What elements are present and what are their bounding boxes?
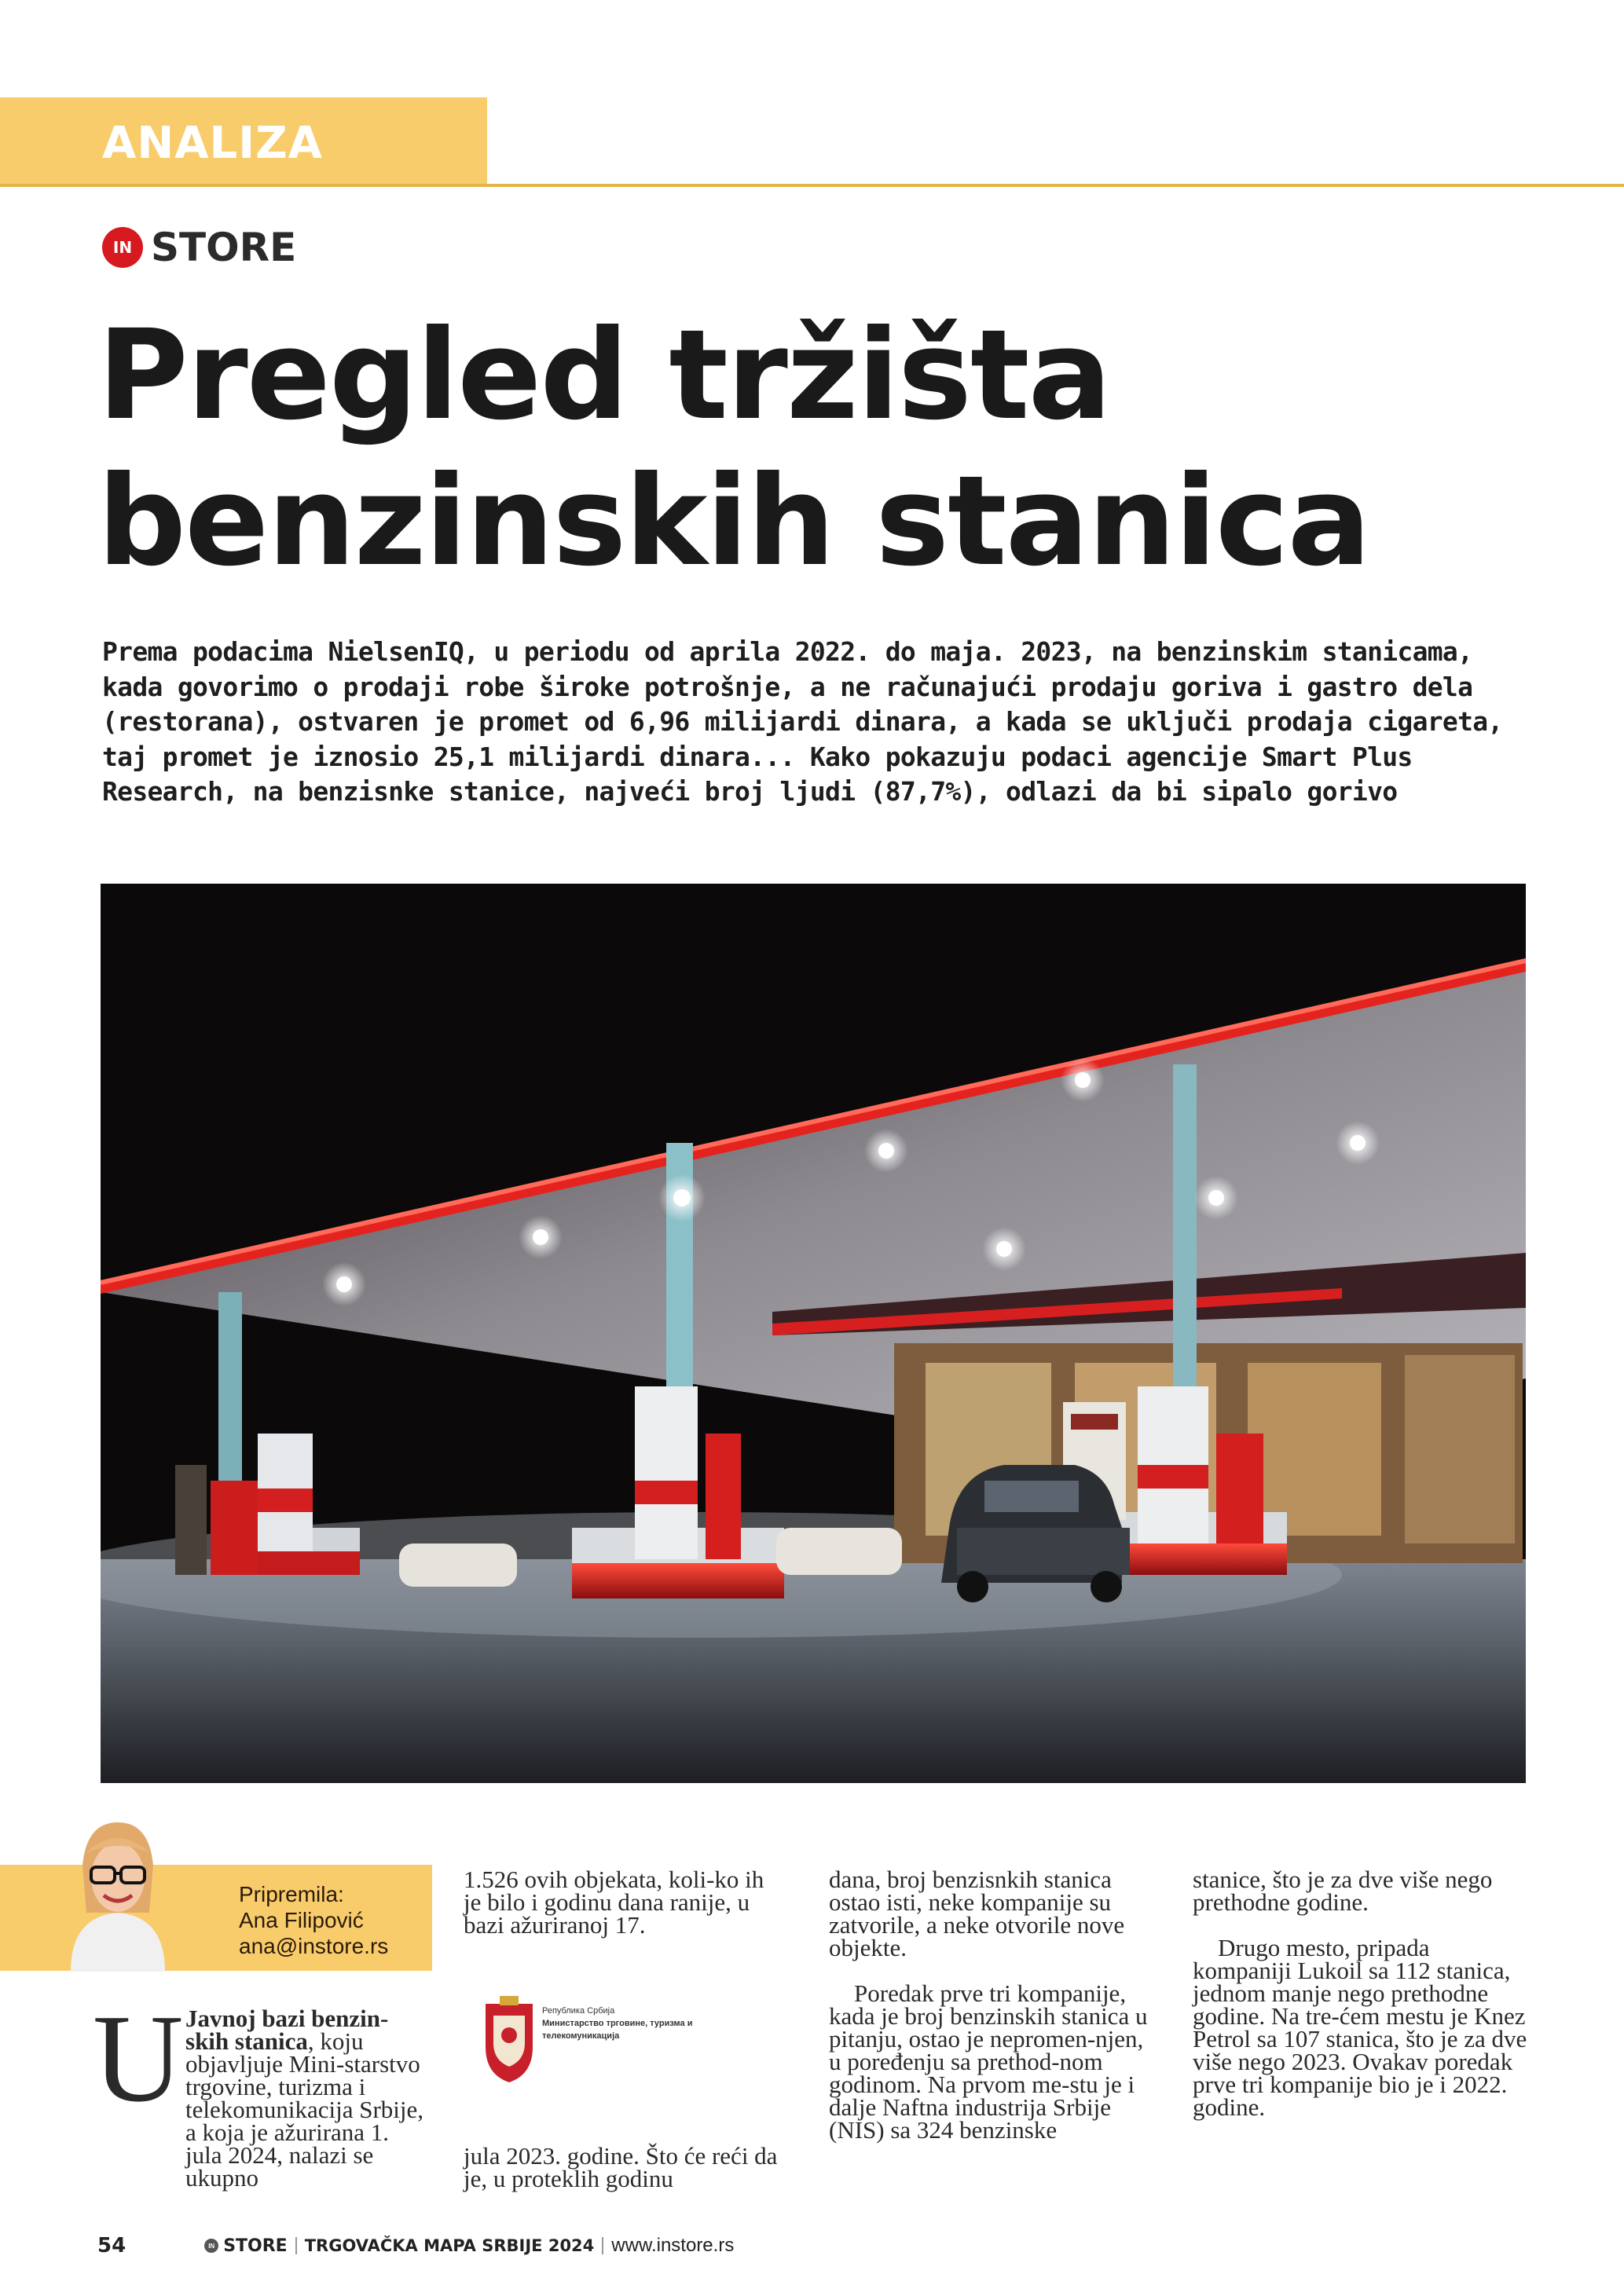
body-col3-p2: Poredak prve tri kompanije, kada je broj benzinskih stanica u pitanju, ostao je nepromen-njen, u poređenju sa prethod-nom godinom. Na prvom me-stu je i dalje Naftna industrija Srbije (NIS) sa 324 benzinske: [829, 1979, 1148, 2144]
ministry-logo-text: [542, 2005, 699, 2042]
body-col1-text: , koju objavljuje Mini-starstvo trgovine, turizma i telekomunikacija Srbije, a koja je ažurirana 1. jula 2024, nalazi se ukupno: [185, 2027, 424, 2192]
author-name: Ana Filipović: [239, 1908, 364, 1932]
ministry-line1: Република Србија: [542, 2006, 615, 2016]
author-portrait-icon: [63, 1818, 173, 1972]
body-col3-p1: dana, broj benzisnkih stanica ostao isti, neke kompanije su zatvorile, a neke otvorile nove objekte.: [829, 1866, 1125, 1961]
section-rule: [0, 184, 1624, 187]
article-title-line1: Pregled tržišta: [97, 303, 1111, 448]
drop-cap: U: [93, 1988, 184, 2128]
brand-logo-word: STORE: [151, 225, 297, 270]
footer-publication: TRGOVAČKA MAPA SRBIJE 2024: [304, 2236, 595, 2255]
brand-logo-icon: IN: [102, 227, 143, 268]
body-column-2-bottom: [464, 2144, 786, 2190]
footer-website-link[interactable]: www.instore.rs: [611, 2235, 735, 2256]
footer-logo-icon: IN: [204, 2239, 218, 2253]
author-email[interactable]: ana@instore.rs: [239, 1934, 389, 1958]
ministry-line2: Министарство трговине, туризма и телекомуникација: [542, 2019, 693, 2041]
body-column-2: [464, 1866, 786, 1939]
author-label: Pripremila:: [239, 1882, 344, 1906]
article-lead: Prema podacima NielsenIQ, u periodu od aprila 2022. do maja. 2023, na benzinskim stanicama, kada govorimo o prodaji robe široke potrošnje, a ne računajući prodaju goriva i gastro dela (restorana), ostvaren je promet od 6,96 milijardi dinara, a kada se uključi prodaja cigareta, taj promet je iznosio 25,1 milijardi dinara... Kako pokazuju podaci agencije Smart Plus Research, na benzisnke stanice, najveći broj ljudi (87,7%), odlazi da bi sipalo gorivo: [102, 636, 1503, 807]
gas-station-illustration: [101, 884, 1526, 1783]
article-title: [97, 302, 1559, 595]
page-footer: [97, 2234, 734, 2258]
footer-separator: [295, 2237, 297, 2254]
body-column-4: [1193, 1866, 1531, 2121]
body-col1-bold: Javnoj bazi benzin-skih stanica: [185, 2005, 389, 2055]
author-credit: [239, 1881, 388, 1959]
footer-separator: [602, 2237, 603, 2254]
hero-photo: [101, 884, 1526, 1783]
section-tag: ANALIZA: [102, 118, 324, 169]
author-photo: [63, 1818, 173, 1972]
body-col4-p2: Drugo mesto, pripada kompaniji Lukoil sa 112 stanica, jednom manje nego prethodne godine. Na tre-ćem mestu je Knez Petrol sa 107 stanica, što je za dve više nego 2023. Ovakav poredak prve tri kompanije bio je i 2022. godine.: [1193, 1934, 1527, 2121]
article-title-line2: benzinskih stanica: [97, 449, 1370, 594]
body-column-3: [829, 1866, 1159, 2144]
footer-logo-word: STORE: [223, 2236, 288, 2256]
brand-logo: [102, 224, 296, 271]
body-col2-bottom: jula 2023. godine. Što će reći da je, u proteklih godinu: [464, 2142, 778, 2192]
body-col2-top: 1.526 ovih objekata, koli-ko ih je bilo i godinu dana ranije, u bazi ažuriranoj 17.: [464, 1866, 764, 1939]
body-col4-p1: stanice, što je za dve više nego prethodne godine.: [1193, 1866, 1493, 1916]
page-number: 54: [97, 2234, 126, 2258]
body-column-1: [101, 2005, 431, 2192]
